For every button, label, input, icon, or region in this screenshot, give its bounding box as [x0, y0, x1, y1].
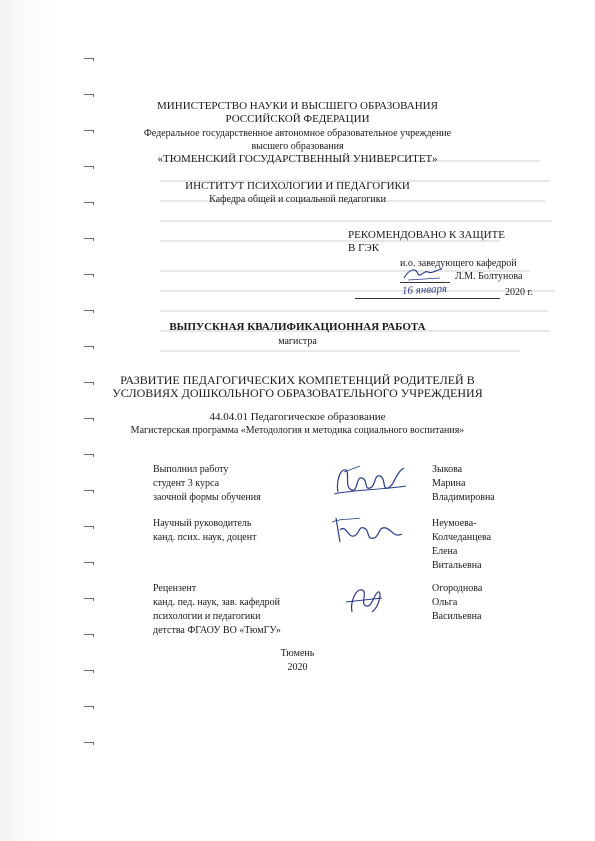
program-code: 44.04.01 Педагогическое образование: [209, 411, 386, 423]
student-name-2: Марина: [432, 478, 466, 489]
supervisor-name-3: Елена: [432, 546, 458, 557]
student-role-2: студент 3 курса: [153, 478, 220, 489]
supervisor-name-4: Витальевна: [432, 560, 482, 571]
reviewer-role-2: канд. пед. наук, зав. кафедрой: [153, 597, 280, 608]
approval-name: Л.М. Болтунова: [455, 271, 523, 282]
approval-heading-2: В ГЭК: [348, 242, 380, 254]
university-name: «ТЮМЕНСКИЙ ГОСУДАРСТВЕННЫЙ УНИВЕРСИТЕТ»: [157, 153, 438, 165]
reviewer-signature: [342, 582, 392, 618]
reviewer-name-1: Огороднова: [432, 583, 483, 594]
approval-signature: [402, 264, 446, 282]
institute-name: ИНСТИТУТ ПСИХОЛОГИИ И ПЕДАГОГИКИ: [185, 180, 410, 192]
reviewer-role-4: детства ФГАОУ ВО «ТюмГУ»: [153, 625, 281, 636]
work-degree: магистра: [278, 336, 317, 347]
student-name-3: Владимировна: [432, 492, 495, 503]
program-name: Магистерская программа «Методология и методика социального воспитания»: [130, 425, 465, 436]
ministry-line-1: МИНИСТЕРСТВО НАУКИ И ВЫСШЕГО ОБРАЗОВАНИЯ: [157, 100, 438, 112]
ministry-line-2: РОССИЙСКОЙ ФЕДЕРАЦИИ: [225, 113, 370, 125]
supervisor-signature: [330, 512, 410, 548]
supervisor-role-1: Научный руководитель: [153, 518, 252, 529]
reviewer-role-1: Рецензент: [153, 583, 197, 594]
work-title-line-1: РАЗВИТИЕ ПЕДАГОГИЧЕСКИХ КОМПЕТЕНЦИЙ РОДИТЕЛЕЙ В: [120, 373, 475, 387]
approval-role: и.о. заведующего кафедрой: [400, 258, 517, 269]
supervisor-role-2: канд. псих. наук, доцент: [153, 532, 257, 543]
student-role-1: Выполнил работу: [153, 464, 229, 475]
institution-line-1: Федеральное государственное автономное образовательное учреждение: [143, 128, 452, 139]
date-underline: [355, 298, 500, 299]
approval-heading-1: РЕКОМЕНДОВАНО К ЗАЩИТЕ: [348, 229, 505, 241]
supervisor-name-2: Колчеданцева: [432, 532, 492, 543]
footer-city: Тюмень: [280, 648, 315, 659]
footer-year: 2020: [287, 662, 308, 673]
institution-line-2: высшего образования: [251, 141, 344, 152]
reviewer-name-2: Ольга: [432, 597, 458, 608]
student-role-3: заочной формы обучения: [153, 492, 261, 503]
student-name-1: Зыкова: [432, 464, 463, 475]
reviewer-role-3: психологии и педагогики: [153, 611, 261, 622]
approval-date-handwritten: 16 января: [401, 282, 448, 298]
student-signature: [330, 460, 410, 500]
approval-year: 2020 г.: [505, 287, 533, 298]
work-type: ВЫПУСКНАЯ КВАЛИФИКАЦИОННАЯ РАБОТА: [169, 321, 426, 333]
supervisor-name-1: Неумоева-: [432, 518, 477, 529]
work-title-line-2: УСЛОВИЯХ ДОШКОЛЬНОГО ОБРАЗОВАТЕЛЬНОГО УЧРЕЖДЕНИЯ: [112, 386, 483, 400]
reviewer-name-3: Васильевна: [432, 611, 482, 622]
department-name: Кафедра общей и социальной педагогики: [209, 194, 386, 205]
